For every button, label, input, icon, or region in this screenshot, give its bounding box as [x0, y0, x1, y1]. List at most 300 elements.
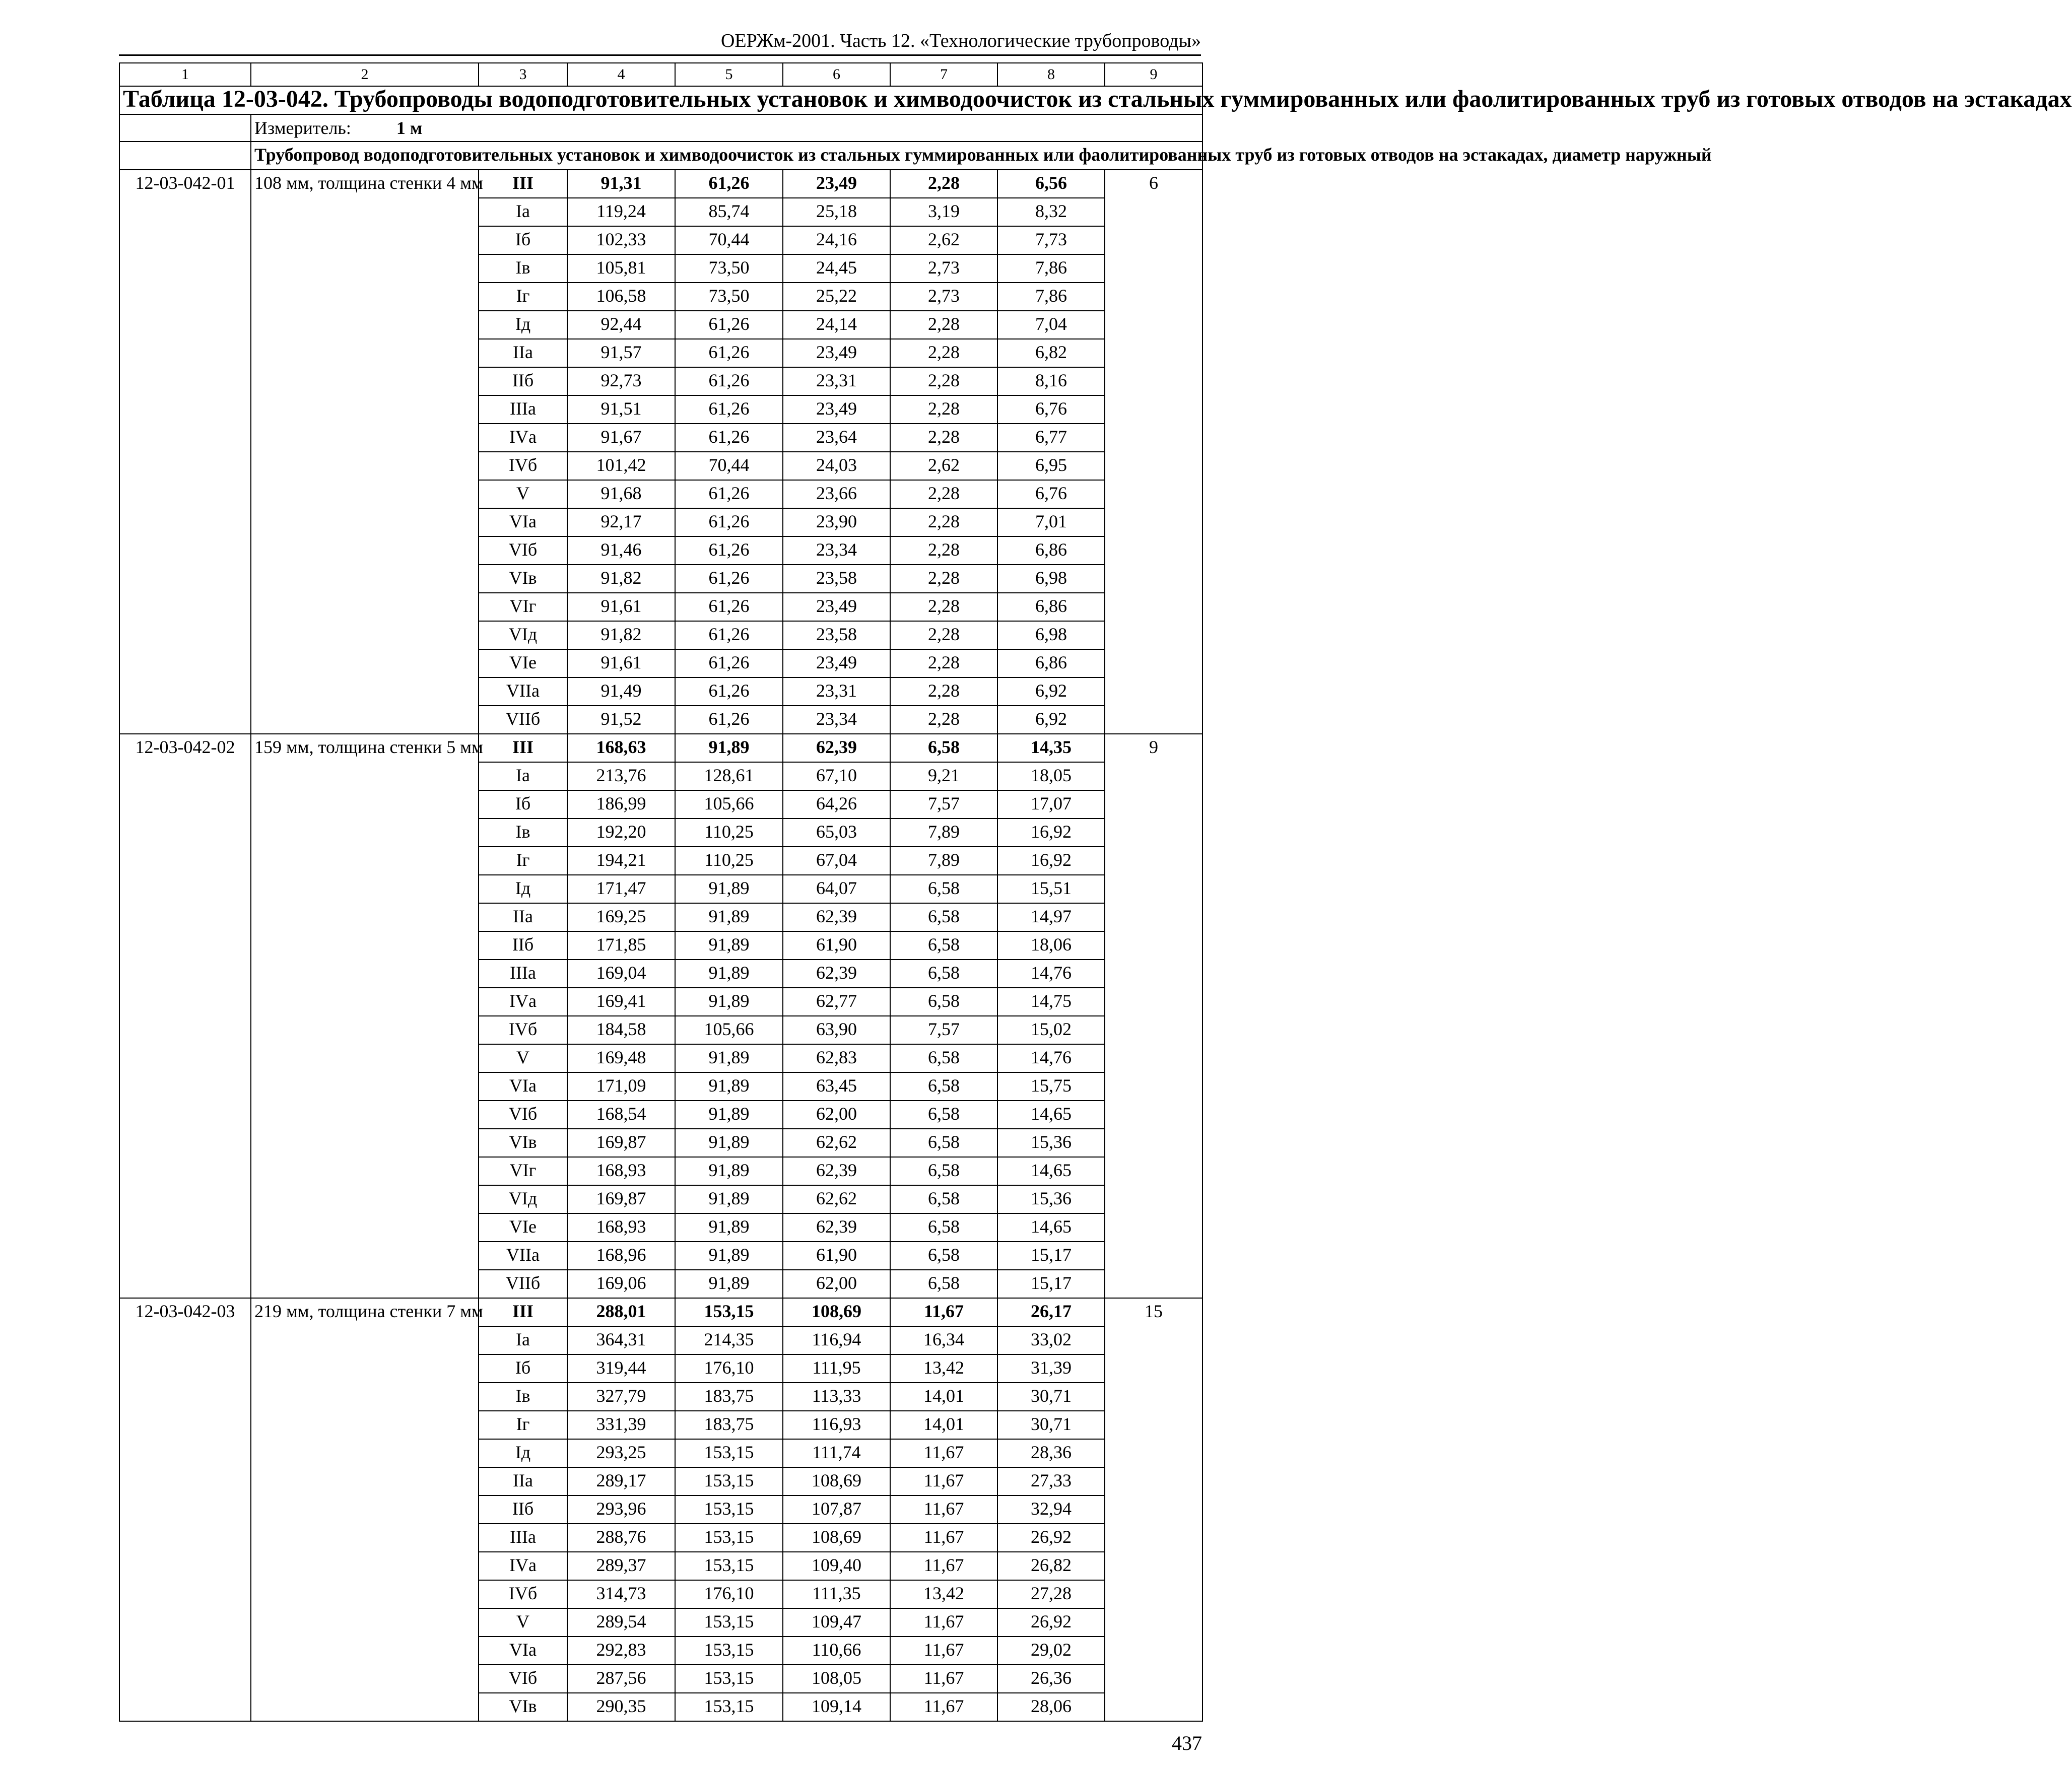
value-cell: 67,10 — [783, 762, 890, 790]
column-number: 5 — [675, 63, 783, 86]
value-cell: 14,65 — [997, 1213, 1105, 1242]
value-cell: 6,76 — [997, 395, 1105, 424]
value-cell: 169,06 — [567, 1270, 675, 1298]
value-cell: 290,35 — [567, 1693, 675, 1721]
value-cell: 91,61 — [567, 649, 675, 677]
value-cell: 171,47 — [567, 875, 675, 903]
value-cell: 168,63 — [567, 734, 675, 762]
zone-code: Iг — [479, 283, 567, 311]
value-cell: 92,44 — [567, 311, 675, 339]
column-9-value: 6 — [1105, 170, 1202, 734]
value-cell: 171,09 — [567, 1072, 675, 1101]
value-cell: 92,73 — [567, 367, 675, 395]
value-cell: 14,97 — [997, 903, 1105, 931]
value-cell: 109,14 — [783, 1693, 890, 1721]
value-cell: 6,58 — [890, 903, 997, 931]
value-cell: 109,40 — [783, 1552, 890, 1580]
value-cell: 11,67 — [890, 1693, 997, 1721]
value-cell: 288,76 — [567, 1524, 675, 1552]
value-cell: 105,66 — [675, 1016, 783, 1044]
zone-code: VIIа — [479, 1242, 567, 1270]
value-cell: 110,25 — [675, 847, 783, 875]
value-cell: 169,04 — [567, 960, 675, 988]
zone-code: IIб — [479, 367, 567, 395]
value-cell: 6,58 — [890, 1270, 997, 1298]
value-cell: 91,57 — [567, 339, 675, 367]
unit-value: 1 м — [396, 118, 423, 138]
value-cell: 11,67 — [890, 1665, 997, 1693]
value-cell: 14,76 — [997, 1044, 1105, 1072]
value-cell: 169,41 — [567, 988, 675, 1016]
value-cell: 23,31 — [783, 367, 890, 395]
value-cell: 14,01 — [890, 1411, 997, 1439]
value-cell: 85,74 — [675, 198, 783, 226]
value-cell: 61,26 — [675, 536, 783, 565]
value-cell: 62,83 — [783, 1044, 890, 1072]
value-cell: 7,86 — [997, 283, 1105, 311]
value-cell: 91,89 — [675, 1072, 783, 1101]
value-cell: 169,48 — [567, 1044, 675, 1072]
value-cell: 62,39 — [783, 903, 890, 931]
value-cell: 23,64 — [783, 424, 890, 452]
zone-code: Iа — [479, 762, 567, 790]
zone-code: III — [479, 734, 567, 762]
value-cell: 153,15 — [675, 1552, 783, 1580]
column-number: 6 — [783, 63, 890, 86]
rate-description: 219 мм, толщина стенки 7 мм — [251, 1298, 479, 1721]
value-cell: 91,89 — [675, 1101, 783, 1129]
value-cell: 2,28 — [890, 677, 997, 706]
zone-code: Iа — [479, 1326, 567, 1354]
value-cell: 105,66 — [675, 790, 783, 819]
value-cell: 6,58 — [890, 988, 997, 1016]
zone-code: Iа — [479, 198, 567, 226]
value-cell: 91,89 — [675, 1213, 783, 1242]
value-cell: 15,51 — [997, 875, 1105, 903]
zone-code: IVб — [479, 452, 567, 480]
value-cell: 214,35 — [675, 1326, 783, 1354]
value-cell: 33,02 — [997, 1326, 1105, 1354]
value-cell: 23,34 — [783, 536, 890, 565]
value-cell: 176,10 — [675, 1354, 783, 1383]
value-cell: 2,28 — [890, 395, 997, 424]
value-cell: 61,26 — [675, 339, 783, 367]
zone-code: IIIа — [479, 395, 567, 424]
value-cell: 11,67 — [890, 1524, 997, 1552]
zone-code: VIд — [479, 621, 567, 649]
value-cell: 153,15 — [675, 1439, 783, 1467]
value-cell: 11,67 — [890, 1608, 997, 1637]
value-cell: 63,45 — [783, 1072, 890, 1101]
value-cell: 2,28 — [890, 536, 997, 565]
value-cell: 293,96 — [567, 1495, 675, 1524]
value-cell: 176,10 — [675, 1580, 783, 1608]
value-cell: 109,47 — [783, 1608, 890, 1637]
value-cell: 15,36 — [997, 1185, 1105, 1213]
value-cell: 101,42 — [567, 452, 675, 480]
value-cell: 11,67 — [890, 1439, 997, 1467]
zone-code: V — [479, 1044, 567, 1072]
value-cell: 61,90 — [783, 931, 890, 960]
value-cell: 6,98 — [997, 621, 1105, 649]
column-number: 2 — [251, 63, 479, 86]
zone-code: VIе — [479, 649, 567, 677]
value-cell: 25,18 — [783, 198, 890, 226]
value-cell: 111,35 — [783, 1580, 890, 1608]
zone-code: IVб — [479, 1580, 567, 1608]
value-cell: 62,39 — [783, 734, 890, 762]
value-cell: 2,28 — [890, 649, 997, 677]
value-cell: 25,22 — [783, 283, 890, 311]
value-cell: 9,21 — [890, 762, 997, 790]
value-cell: 61,90 — [783, 1242, 890, 1270]
value-cell: 288,01 — [567, 1298, 675, 1326]
value-cell: 183,75 — [675, 1411, 783, 1439]
value-cell: 73,50 — [675, 254, 783, 283]
value-cell: 292,83 — [567, 1637, 675, 1665]
value-cell: 364,31 — [567, 1326, 675, 1354]
value-cell: 91,31 — [567, 170, 675, 198]
value-cell: 23,49 — [783, 170, 890, 198]
value-cell: 289,37 — [567, 1552, 675, 1580]
value-cell: 14,75 — [997, 988, 1105, 1016]
value-cell: 6,92 — [997, 706, 1105, 734]
value-cell: 91,68 — [567, 480, 675, 508]
value-cell: 6,58 — [890, 734, 997, 762]
value-cell: 14,01 — [890, 1383, 997, 1411]
value-cell: 6,56 — [997, 170, 1105, 198]
value-cell: 153,15 — [675, 1467, 783, 1495]
value-cell: 2,28 — [890, 593, 997, 621]
value-cell: 61,26 — [675, 395, 783, 424]
value-cell: 91,49 — [567, 677, 675, 706]
value-cell: 289,17 — [567, 1467, 675, 1495]
value-cell: 24,14 — [783, 311, 890, 339]
value-cell: 61,26 — [675, 170, 783, 198]
zone-code: Iг — [479, 847, 567, 875]
value-cell: 168,93 — [567, 1157, 675, 1185]
value-cell: 15,02 — [997, 1016, 1105, 1044]
value-cell: 14,65 — [997, 1157, 1105, 1185]
value-cell: 23,66 — [783, 480, 890, 508]
column-number-row — [119, 63, 1202, 86]
value-cell: 8,16 — [997, 367, 1105, 395]
unit-label: Измеритель: — [254, 118, 351, 138]
value-cell: 6,98 — [997, 565, 1105, 593]
value-cell: 62,77 — [783, 988, 890, 1016]
value-cell: 6,58 — [890, 1157, 997, 1185]
zone-code: Iб — [479, 790, 567, 819]
value-cell: 62,62 — [783, 1185, 890, 1213]
value-cell: 91,46 — [567, 536, 675, 565]
value-cell: 2,28 — [890, 706, 997, 734]
value-cell: 153,15 — [675, 1637, 783, 1665]
table-row — [119, 1298, 1202, 1326]
value-cell: 2,28 — [890, 565, 997, 593]
value-cell: 6,58 — [890, 1129, 997, 1157]
value-cell: 319,44 — [567, 1354, 675, 1383]
rate-description: 159 мм, толщина стенки 5 мм — [251, 734, 479, 1298]
value-cell: 183,75 — [675, 1383, 783, 1411]
value-cell: 6,58 — [890, 1072, 997, 1101]
zone-code: VIб — [479, 1665, 567, 1693]
zone-code: III — [479, 1298, 567, 1326]
value-cell: 13,42 — [890, 1580, 997, 1608]
value-cell: 62,39 — [783, 1157, 890, 1185]
zone-code: VIг — [479, 593, 567, 621]
value-cell: 61,26 — [675, 621, 783, 649]
value-cell: 23,58 — [783, 565, 890, 593]
column-number: 3 — [479, 63, 567, 86]
value-cell: 18,05 — [997, 762, 1105, 790]
zone-code: VIа — [479, 1072, 567, 1101]
value-cell: 61,26 — [675, 593, 783, 621]
value-cell: 6,95 — [997, 452, 1105, 480]
value-cell: 62,62 — [783, 1129, 890, 1157]
value-cell: 61,26 — [675, 480, 783, 508]
value-cell: 28,06 — [997, 1693, 1105, 1721]
value-cell: 153,15 — [675, 1524, 783, 1552]
value-cell: 70,44 — [675, 226, 783, 254]
title-row — [119, 86, 1202, 114]
value-cell: 113,33 — [783, 1383, 890, 1411]
value-cell: 62,00 — [783, 1101, 890, 1129]
value-cell: 289,54 — [567, 1608, 675, 1637]
value-cell: 327,79 — [567, 1383, 675, 1411]
value-cell: 61,26 — [675, 367, 783, 395]
zone-code: III — [479, 170, 567, 198]
value-cell: 169,25 — [567, 903, 675, 931]
value-cell: 28,36 — [997, 1439, 1105, 1467]
value-cell: 6,58 — [890, 960, 997, 988]
zone-code: IIа — [479, 1467, 567, 1495]
value-cell: 293,25 — [567, 1439, 675, 1467]
value-cell: 11,67 — [890, 1495, 997, 1524]
value-cell: 91,89 — [675, 931, 783, 960]
zone-code: IIа — [479, 339, 567, 367]
zone-code: IIб — [479, 1495, 567, 1524]
value-cell: 108,69 — [783, 1298, 890, 1326]
value-cell: 23,90 — [783, 508, 890, 536]
value-cell: 16,92 — [997, 819, 1105, 847]
value-cell: 61,26 — [675, 311, 783, 339]
value-cell: 31,39 — [997, 1354, 1105, 1383]
table-row — [119, 170, 1202, 198]
zone-code: Iд — [479, 311, 567, 339]
value-cell: 91,89 — [675, 1157, 783, 1185]
value-cell: 61,26 — [675, 424, 783, 452]
value-cell: 91,61 — [567, 593, 675, 621]
zone-code: Iб — [479, 1354, 567, 1383]
value-cell: 7,01 — [997, 508, 1105, 536]
zone-code: IIа — [479, 903, 567, 931]
value-cell: 91,51 — [567, 395, 675, 424]
value-cell: 67,04 — [783, 847, 890, 875]
value-cell: 153,15 — [675, 1298, 783, 1326]
table-body — [119, 63, 2072, 1721]
value-cell: 153,15 — [675, 1665, 783, 1693]
value-cell: 168,54 — [567, 1101, 675, 1129]
value-cell: 26,36 — [997, 1665, 1105, 1693]
value-cell: 24,03 — [783, 452, 890, 480]
value-cell: 116,94 — [783, 1326, 890, 1354]
value-cell: 3,19 — [890, 198, 997, 226]
value-cell: 73,50 — [675, 283, 783, 311]
unit-spacer — [119, 114, 251, 142]
value-cell: 62,39 — [783, 1213, 890, 1242]
column-9-value: 9 — [1105, 734, 1202, 1298]
value-cell: 61,26 — [675, 508, 783, 536]
zone-code: Iг — [479, 1411, 567, 1439]
unit-row — [119, 114, 1202, 142]
value-cell: 2,28 — [890, 508, 997, 536]
value-cell: 92,17 — [567, 508, 675, 536]
rate-code: 12-03-042-01 — [119, 170, 251, 734]
value-cell: 8,32 — [997, 198, 1105, 226]
value-cell: 23,49 — [783, 395, 890, 424]
value-cell: 23,31 — [783, 677, 890, 706]
zone-code: IVа — [479, 1552, 567, 1580]
value-cell: 30,71 — [997, 1411, 1105, 1439]
value-cell: 6,58 — [890, 875, 997, 903]
value-cell: 110,66 — [783, 1637, 890, 1665]
value-cell: 6,82 — [997, 339, 1105, 367]
value-cell: 26,92 — [997, 1524, 1105, 1552]
value-cell: 7,73 — [997, 226, 1105, 254]
value-cell: 23,49 — [783, 339, 890, 367]
value-cell: 6,86 — [997, 649, 1105, 677]
column-number: 4 — [567, 63, 675, 86]
value-cell: 64,07 — [783, 875, 890, 903]
value-cell: 23,58 — [783, 621, 890, 649]
value-cell: 7,04 — [997, 311, 1105, 339]
value-cell: 186,99 — [567, 790, 675, 819]
value-cell: 6,58 — [890, 1101, 997, 1129]
unit-cell — [251, 114, 1202, 142]
value-cell: 23,49 — [783, 649, 890, 677]
value-cell: 24,16 — [783, 226, 890, 254]
value-cell: 331,39 — [567, 1411, 675, 1439]
zone-code: IIб — [479, 931, 567, 960]
zone-code: IVб — [479, 1016, 567, 1044]
value-cell: 27,28 — [997, 1580, 1105, 1608]
value-cell: 2,28 — [890, 621, 997, 649]
value-cell: 16,92 — [997, 847, 1105, 875]
value-cell: 6,92 — [997, 677, 1105, 706]
value-cell: 102,33 — [567, 226, 675, 254]
value-cell: 108,69 — [783, 1524, 890, 1552]
value-cell: 91,67 — [567, 424, 675, 452]
value-cell: 91,89 — [675, 875, 783, 903]
value-cell: 287,56 — [567, 1665, 675, 1693]
value-cell: 6,58 — [890, 1044, 997, 1072]
column-number: 9 — [1105, 63, 1202, 86]
value-cell: 64,26 — [783, 790, 890, 819]
value-cell: 23,34 — [783, 706, 890, 734]
section-row — [119, 142, 1202, 170]
value-cell: 15,75 — [997, 1072, 1105, 1101]
value-cell: 169,87 — [567, 1129, 675, 1157]
value-cell: 11,67 — [890, 1467, 997, 1495]
value-cell: 7,57 — [890, 790, 997, 819]
value-cell: 91,82 — [567, 565, 675, 593]
value-cell: 91,89 — [675, 1270, 783, 1298]
zone-code: VIIб — [479, 706, 567, 734]
value-cell: 2,28 — [890, 170, 997, 198]
value-cell: 6,58 — [890, 1185, 997, 1213]
value-cell: 7,89 — [890, 819, 997, 847]
zone-code: V — [479, 1608, 567, 1637]
value-cell: 91,82 — [567, 621, 675, 649]
value-cell: 116,93 — [783, 1411, 890, 1439]
value-cell: 110,25 — [675, 819, 783, 847]
value-cell: 16,34 — [890, 1326, 997, 1354]
value-cell: 2,28 — [890, 367, 997, 395]
value-cell: 106,58 — [567, 283, 675, 311]
zone-code: VIа — [479, 508, 567, 536]
value-cell: 91,89 — [675, 1242, 783, 1270]
value-cell: 91,52 — [567, 706, 675, 734]
value-cell: 30,71 — [997, 1383, 1105, 1411]
value-cell: 6,58 — [890, 1213, 997, 1242]
value-cell: 153,15 — [675, 1495, 783, 1524]
value-cell: 91,89 — [675, 988, 783, 1016]
value-cell: 11,67 — [890, 1552, 997, 1580]
value-cell: 168,96 — [567, 1242, 675, 1270]
value-cell: 62,39 — [783, 960, 890, 988]
zone-code: VIб — [479, 536, 567, 565]
value-cell: 108,69 — [783, 1467, 890, 1495]
value-cell: 2,28 — [890, 424, 997, 452]
value-cell: 62,00 — [783, 1270, 890, 1298]
zone-code: VIIа — [479, 677, 567, 706]
value-cell: 26,82 — [997, 1552, 1105, 1580]
zone-code: VIб — [479, 1101, 567, 1129]
table-row — [119, 734, 1202, 762]
value-cell: 26,92 — [997, 1608, 1105, 1637]
rates-table — [119, 62, 2072, 1722]
value-cell: 91,89 — [675, 734, 783, 762]
value-cell: 91,89 — [675, 1044, 783, 1072]
value-cell: 91,89 — [675, 1129, 783, 1157]
zone-code: VIе — [479, 1213, 567, 1242]
value-cell: 111,74 — [783, 1439, 890, 1467]
value-cell: 70,44 — [675, 452, 783, 480]
value-cell: 14,35 — [997, 734, 1105, 762]
value-cell: 63,90 — [783, 1016, 890, 1044]
rate-description: 108 мм, толщина стенки 4 мм — [251, 170, 479, 734]
value-cell: 171,85 — [567, 931, 675, 960]
zone-code: VIв — [479, 565, 567, 593]
value-cell: 2,62 — [890, 452, 997, 480]
column-number: 7 — [890, 63, 997, 86]
value-cell: 2,28 — [890, 480, 997, 508]
zone-code: VIа — [479, 1637, 567, 1665]
header-rule — [119, 54, 1201, 56]
value-cell: 11,67 — [890, 1637, 997, 1665]
value-cell: 11,67 — [890, 1298, 997, 1326]
value-cell: 7,86 — [997, 254, 1105, 283]
zone-code: Iб — [479, 226, 567, 254]
value-cell: 27,33 — [997, 1467, 1105, 1495]
value-cell: 29,02 — [997, 1637, 1105, 1665]
zone-code: Iд — [479, 875, 567, 903]
value-cell: 2,73 — [890, 283, 997, 311]
value-cell: 15,17 — [997, 1270, 1105, 1298]
value-cell: 2,28 — [890, 311, 997, 339]
value-cell: 91,89 — [675, 903, 783, 931]
zone-code: Iд — [479, 1439, 567, 1467]
